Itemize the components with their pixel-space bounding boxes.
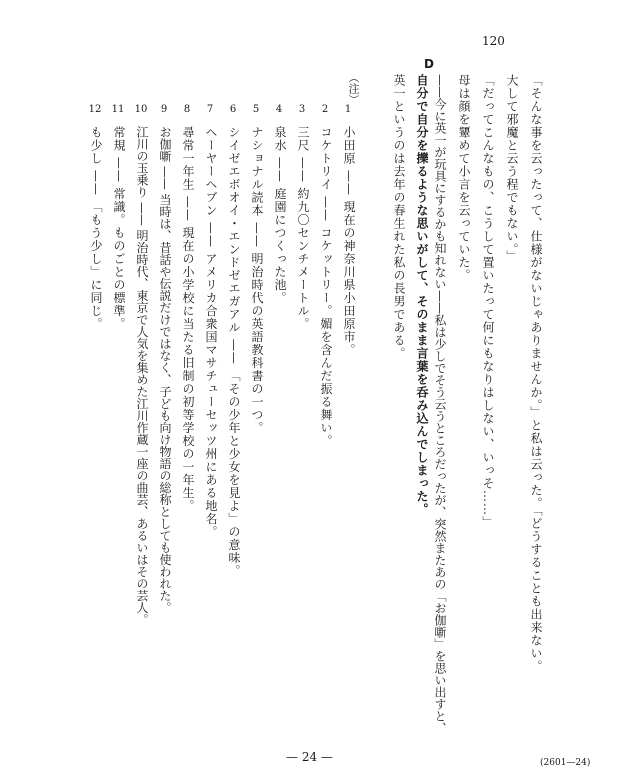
note-number: 4 bbox=[275, 104, 283, 115]
note-number: 10 bbox=[134, 104, 148, 115]
note-number: 7 bbox=[206, 104, 214, 115]
note-number: 9 bbox=[160, 104, 168, 115]
note-text: お伽噺 —— 当時は、昔話や伝説だけではなく、子ども向け物語の総称としても使われた。 bbox=[158, 126, 172, 614]
note-text: 江川の玉乗り —— 明治時代、東京で人気を集めた江川作蔵一座の曲芸、あるいはその芸人。 bbox=[135, 126, 149, 626]
main-text-column: 大して邪魔と云う程でもない。」 bbox=[505, 74, 519, 263]
note-text: 小田原 —— 現在の神奈川県小田原市。 bbox=[342, 126, 356, 357]
note-text: も少し —— 「もう少し」に同じ。 bbox=[89, 126, 103, 331]
exam-code: (2601—24) bbox=[540, 758, 591, 768]
page-number: 120 bbox=[482, 34, 505, 48]
main-text-column: 英一というのは去年の春生れた私の長男である。 bbox=[392, 74, 406, 360]
note-text: 泉水 —— 庭園につくった池。 bbox=[273, 126, 287, 305]
main-text-column: 自分で自分を擽るような思いがして、そのまま言葉を呑み込んでしまった。 bbox=[415, 74, 429, 516]
note-text: 尋常一年生 —— 現在の小学校に当たる旧制の初等学校の一年生。 bbox=[181, 126, 195, 513]
note-number: 11 bbox=[111, 104, 125, 115]
main-text-column: ——今に英一が玩具にするかも知れない——私は少しでそう云うところだったが、突然またあの「お伽噺」を思い出すと、 bbox=[433, 74, 447, 734]
note-number: 12 bbox=[88, 104, 102, 115]
main-text-column: 「だってこんなもの、こうして置いたって何にもなりはしない、いっそ……」 bbox=[481, 74, 495, 529]
note-number: 5 bbox=[252, 104, 260, 115]
note-number: 3 bbox=[298, 104, 306, 115]
note-text: ヘーヤーヘブン —— アメリカ合衆国マサチューセッツ州にある地名。 bbox=[204, 126, 218, 539]
note-number: 6 bbox=[229, 104, 237, 115]
note-number: 1 bbox=[344, 104, 352, 115]
notes-label: （注） bbox=[347, 72, 360, 105]
note-text: 三尺 —— 約九〇センチメートル。 bbox=[296, 126, 310, 331]
note-text: 常規 —— 常識。ものごとの標準。 bbox=[112, 126, 126, 331]
note-number: 2 bbox=[321, 104, 329, 115]
note-number: 8 bbox=[183, 104, 191, 115]
footer-page-number: — 24 — bbox=[286, 750, 333, 764]
note-text: コケトリイ —— コケットリー。媚を含んだ振る舞い。 bbox=[319, 126, 333, 448]
section-marker-d: D bbox=[424, 57, 434, 71]
note-text: ナショナル読本 —— 明治時代の英語教科書の一つ。 bbox=[250, 126, 264, 435]
main-text-column: 「そんな事を云ったって、仕様がないじゃありませんか。」と私は云った。「どうすることも出来ない。 bbox=[529, 74, 543, 673]
main-text-column: 母は顔を顰めて小言を云っていた。 bbox=[457, 74, 471, 282]
note-text: シイゼエボオイ・エンドゼエガアル —— 「その少年と少女を見よ」の意味。 bbox=[227, 126, 241, 578]
